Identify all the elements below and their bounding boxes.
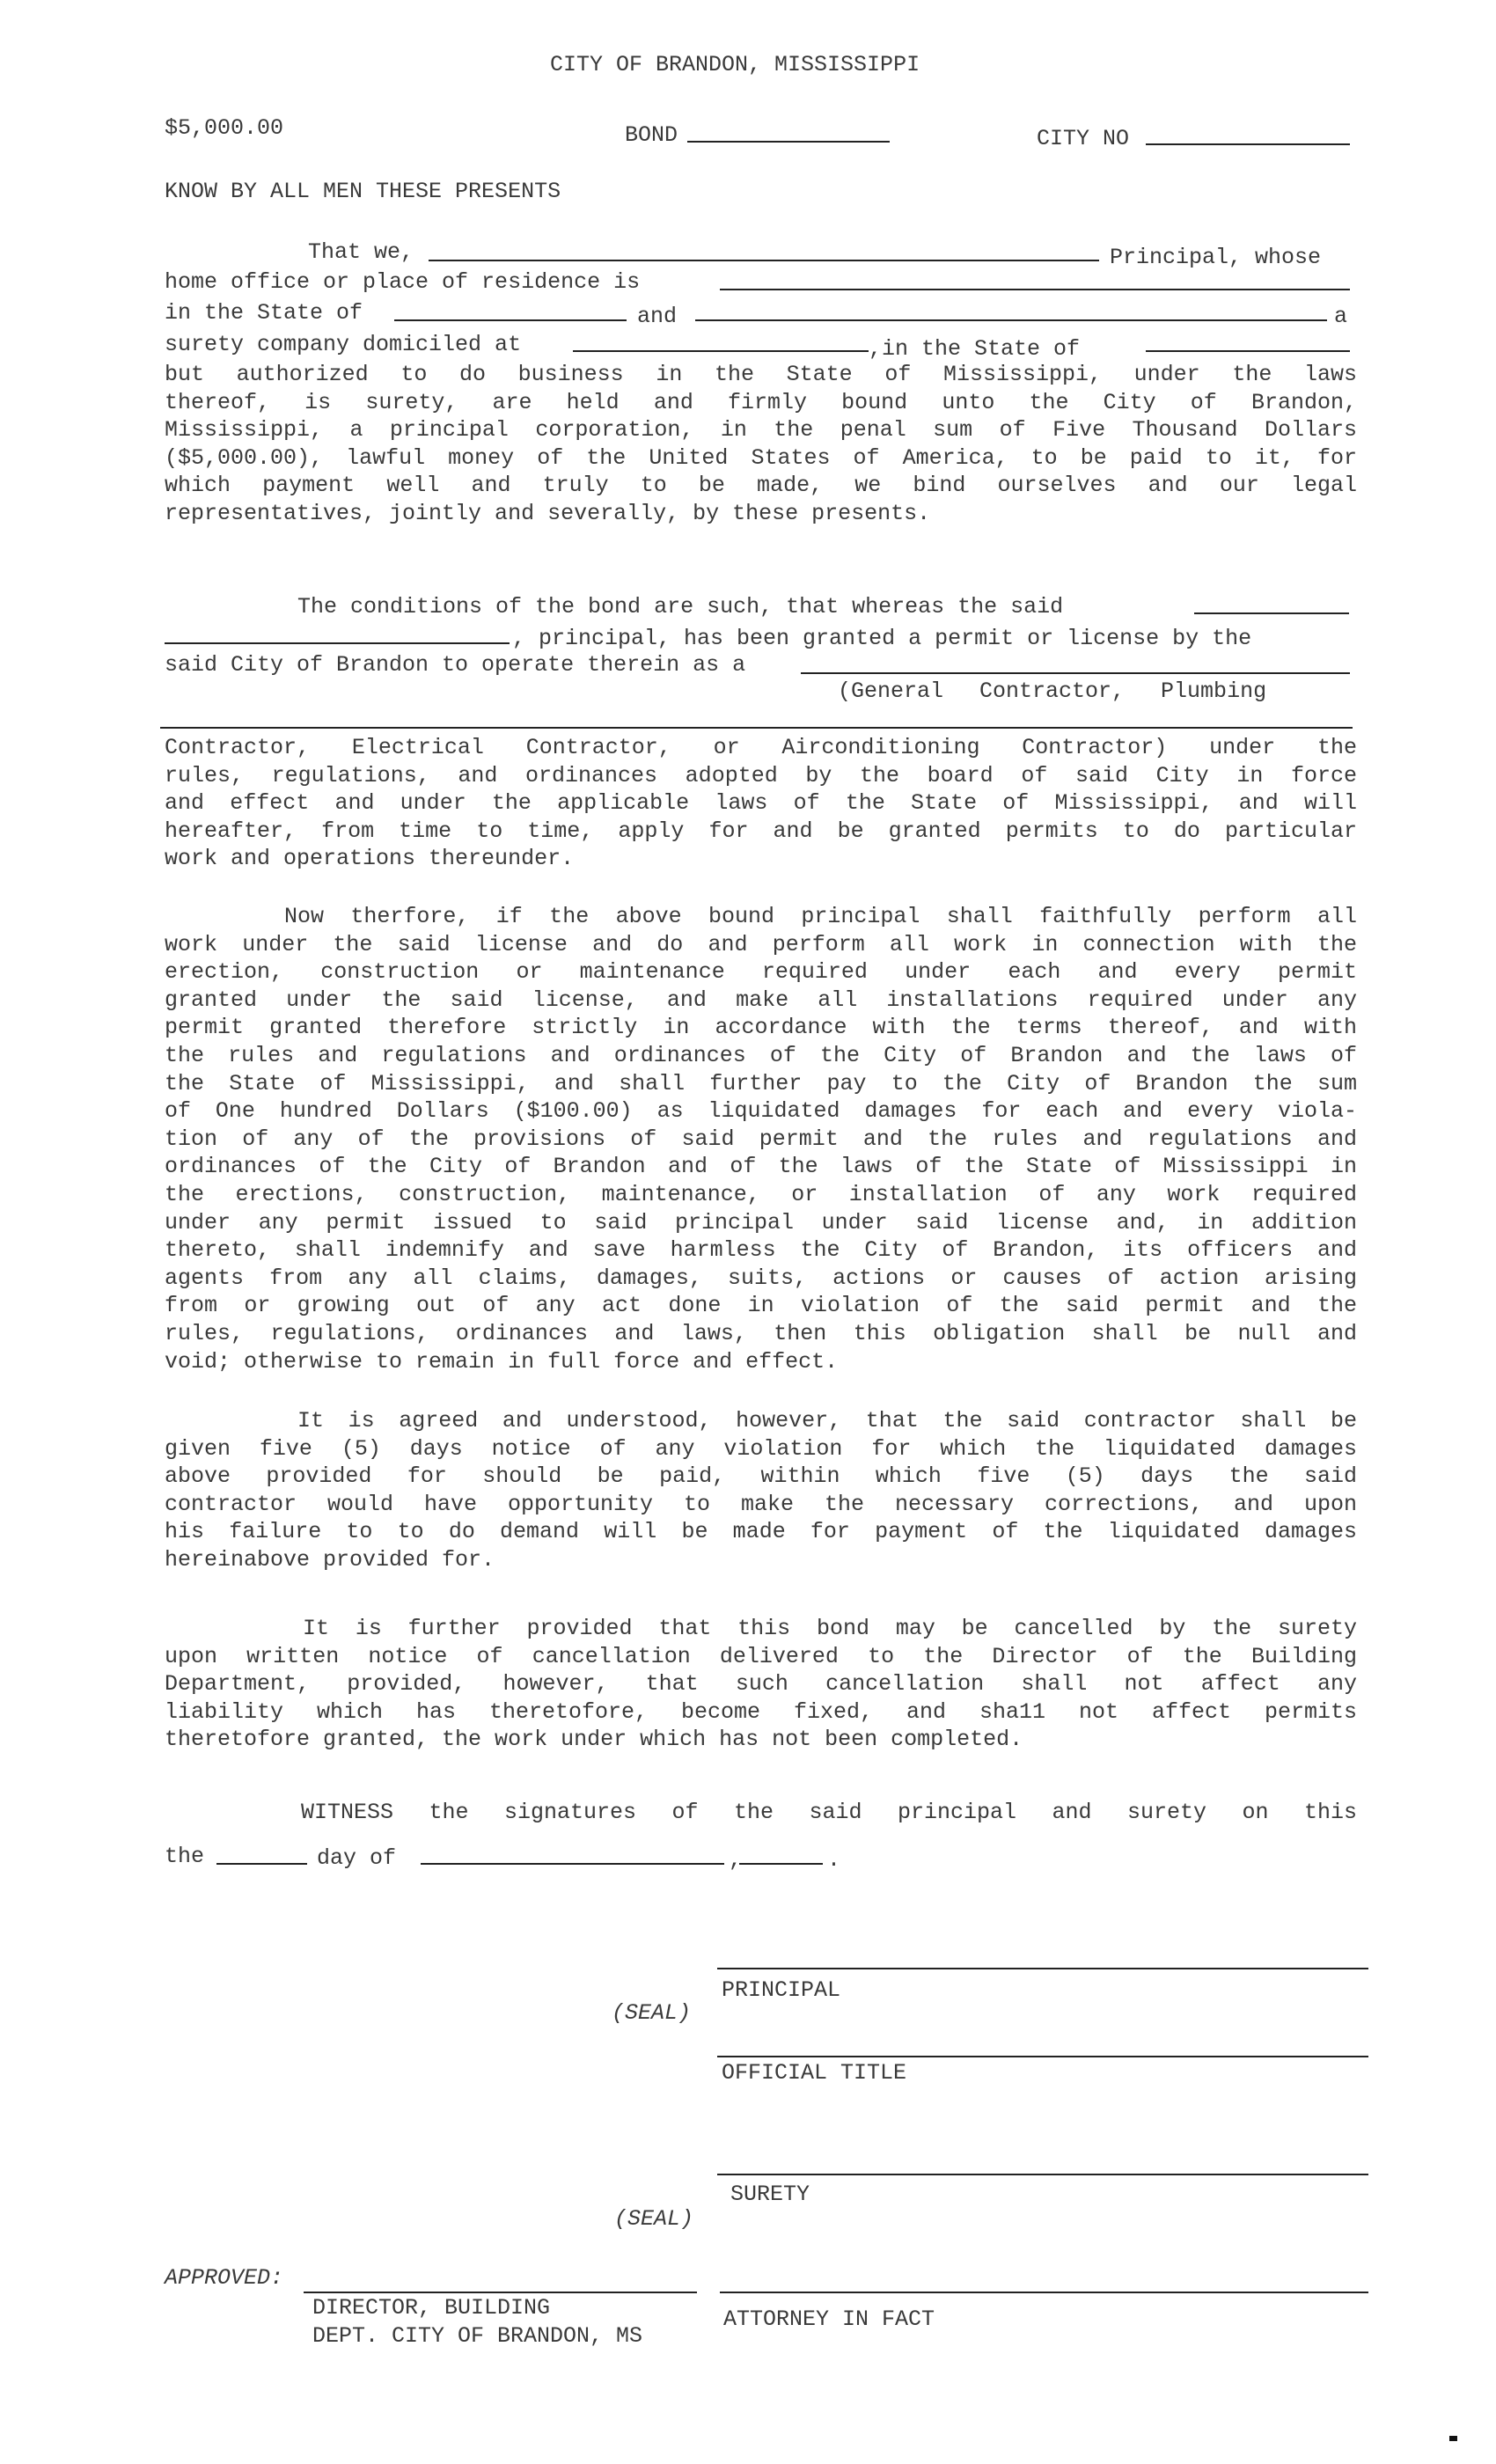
surety-domiciled-label: surety company domiciled at: [165, 332, 522, 357]
surety-state-field[interactable]: [1146, 350, 1350, 352]
in-state-of-label: in the State of: [165, 300, 363, 326]
witness-day-field[interactable]: [216, 1863, 307, 1865]
director-signature-line[interactable]: [304, 2292, 697, 2293]
attorney-signature-line[interactable]: [720, 2292, 1368, 2293]
conditions-line2: , principal, has been granted a permit or license by the: [512, 626, 1252, 651]
witness-the-label: the: [165, 1844, 205, 1869]
agreed-paragraph: It is agreed and understood, however, that the said contractor shall be given five (5) days notice of any violation for which the liquidated damages above provided for should be paid, within which five (5) days the said contractor would have opportunity to make the necessary corrections, and upon his failure to to do demand will be made for payment of the liquidated damages hereinabove provided for.: [165, 1408, 1357, 1573]
that-we-label: That we,: [308, 239, 414, 265]
director-title-line1: DIRECTOR, BUILDING: [312, 2295, 551, 2321]
surety-signature-line[interactable]: [717, 2174, 1368, 2175]
principal-signature-line[interactable]: [717, 1968, 1368, 1969]
surety-company-field[interactable]: [695, 319, 1327, 321]
conditions-line4: (General Contractor, Plumbing: [838, 678, 1267, 704]
bond-number-field[interactable]: [687, 141, 890, 143]
intro-heading: KNOW BY ALL MEN THESE PRESENTS: [165, 179, 561, 204]
surety-domicile-field[interactable]: [573, 350, 869, 352]
page-title: CITY OF BRANDON, MISSISSIPPI: [550, 52, 920, 77]
city-number-field[interactable]: [1146, 143, 1350, 145]
conditions-line1: The conditions of the bond are such, that whereas the said: [297, 594, 1064, 620]
attorney-label: ATTORNEY IN FACT: [723, 2306, 935, 2332]
cancellation-paragraph: It is further provided that this bond may be cancelled by the surety upon written notice of cancellation delivered to the Director of the Building Department, provided, however, that such cancellation shall not affect any liability which has theretofore, become fixed, and sha11 not affect permits theretofore granted, the work under which has not been completed.: [165, 1616, 1357, 1753]
approved-label: APPROVED:: [165, 2265, 284, 2291]
surety-state-label: ,in the State of: [869, 336, 1081, 362]
witness-year-field[interactable]: [739, 1863, 823, 1865]
conditions-line3: said City of Brandon to operate therein as a: [165, 652, 746, 678]
witness-paragraph: WITNESS the signatures of the said principal and surety on this: [301, 1800, 1357, 1825]
now-therefore-paragraph: Now therfore, if the above bound principal shall faithfully perform all work under the said license and do and perform all work in connection with the erection, construction or maintenance required under each and every permit granted under the said license, and make all installations required under any permit granted therefore strictly in accordance with the terms thereof, and with the rules and regulations and ordinances of the City of Brandon and the laws of the State of Mississippi, and shall further pay to the City of Brandon the sum of One hundred Dollars ($100.00) as liquidated damages for each and every viola- tion of any of the provisions of said permit and the rules and regulations and ordinances of the City of Brandon and of the laws of the State of Mississippi in the erections, construction, maintenance, or installation of any work required under any permit issued to said principal under said license and, in addition thereto, shall indemnify and save harmless the City of Brandon, its officers and agents from any all claims, damages, suits, actions or causes of action arising from or growing out of any act done in violation of the said permit and the rules, regulations, ordinances and laws, then this obligation shall be null and void; otherwise to remain in full force and effect.: [165, 904, 1357, 1375]
conditions-paragraph: Contractor, Electrical Contractor, or Airconditioning Contractor) under the rules, regulations, and ordinances adopted by the board of said City in force and effect and under the applicable laws of the State of Mississippi, and will hereafter, from time to time, apply for and be granted permits to do particular work and operations thereunder.: [165, 735, 1357, 872]
page-corner-mark: [1449, 2436, 1457, 2441]
bond-label: BOND: [625, 122, 678, 148]
contractor-name-field[interactable]: [165, 642, 510, 644]
principal-seal: (SEAL): [612, 2000, 692, 2026]
a-label: a: [1334, 304, 1348, 329]
principal-label: PRINCIPAL: [722, 1977, 841, 2003]
whereas-field[interactable]: [1194, 612, 1349, 614]
and-label: and: [637, 304, 678, 329]
witness-month-field[interactable]: [421, 1863, 724, 1865]
state-field[interactable]: [394, 319, 627, 321]
principal-name-field[interactable]: [429, 260, 1099, 261]
witness-period: .: [827, 1847, 841, 1873]
surety-seal: (SEAL): [614, 2206, 694, 2232]
operate-as-field[interactable]: [801, 672, 1350, 674]
official-title-label: OFFICIAL TITLE: [722, 2060, 907, 2086]
director-title-line2: DEPT. CITY OF BRANDON, MS: [312, 2323, 643, 2349]
witness-day-of-label: day of: [317, 1845, 397, 1871]
principal-whose-label: Principal, whose: [1110, 245, 1322, 270]
witness-comma: ,: [729, 1847, 743, 1873]
bond-amount: $5,000.00: [165, 115, 284, 141]
official-title-line[interactable]: [717, 2056, 1368, 2057]
surety-label: SURETY: [730, 2182, 810, 2207]
home-office-label: home office or place of residence is: [165, 269, 641, 295]
residence-field[interactable]: [720, 289, 1350, 290]
contractor-type-field[interactable]: [160, 727, 1353, 729]
city-no-label: CITY NO: [1037, 126, 1130, 151]
intro-paragraph: but authorized to do business in the State of Mississippi, under the laws thereof, is surety, are held and firmly bound unto the City of Brandon, Mississippi, a principal corporation, in the penal sum of Five Thousand Dollars ($5,000.00), lawful money of the United States of America, to be paid to it, for which payment well and truly to be made, we bind ourselves and our legal representatives, jointly and severally, by these presents.: [165, 362, 1357, 526]
